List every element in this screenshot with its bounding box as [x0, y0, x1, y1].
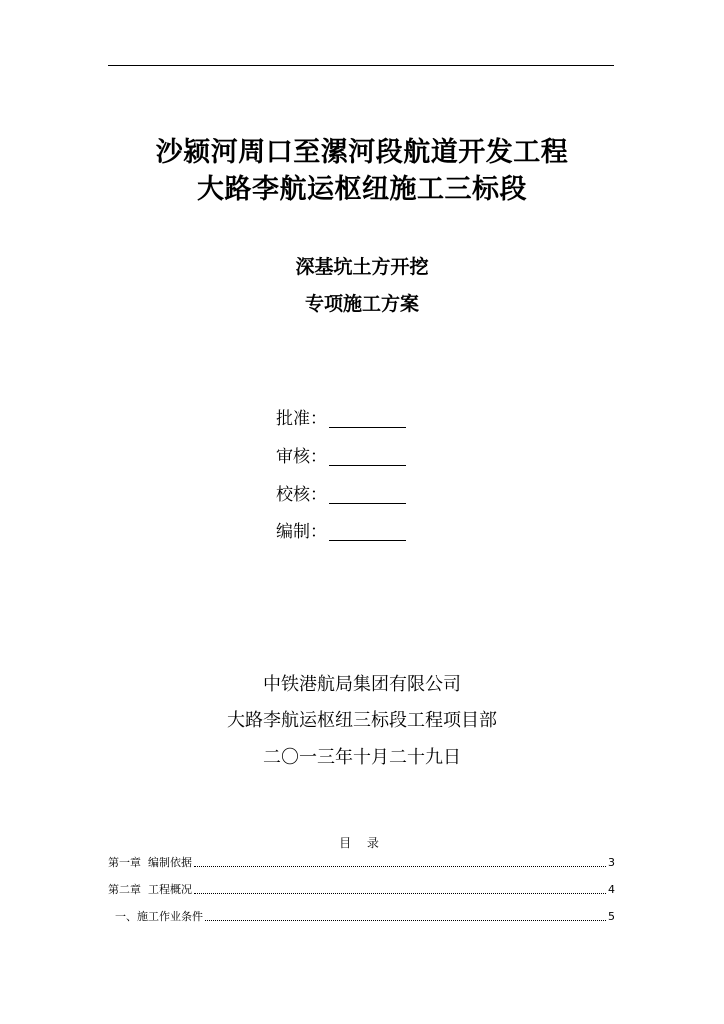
- approval-signature-row: [276, 405, 406, 431]
- review-signature-row: [276, 443, 406, 469]
- toc-leader-dots: [205, 920, 606, 921]
- check-signature-row: [276, 481, 406, 507]
- document-subtitle-line-1: 深基坑土方开挖: [295, 256, 429, 278]
- toc-page-number: 3: [608, 856, 615, 869]
- approval-signature-line: [329, 407, 406, 428]
- review-signature-line: [329, 445, 406, 466]
- toc-entry-text: 第二章 工程概况: [108, 883, 192, 896]
- toc-page-number: 4: [608, 883, 615, 896]
- project-department: 大路李航运枢纽三标段工程项目部: [227, 710, 497, 731]
- toc-leader-dots: [194, 866, 606, 867]
- approval-label: 批准：: [276, 409, 327, 429]
- toc-entry-section-1[interactable]: [108, 907, 615, 925]
- toc-leader-dots: [194, 893, 606, 894]
- check-label: 校核：: [276, 485, 327, 505]
- company-name: 中铁港航局集团有限公司: [263, 674, 461, 695]
- check-signature-line: [329, 483, 406, 504]
- toc-heading: 目 录: [339, 836, 385, 850]
- toc-entry-chapter-1[interactable]: [108, 853, 615, 871]
- author-signature-row: [276, 518, 406, 544]
- document-date: 二〇一三年十月二十九日: [263, 747, 461, 768]
- project-title-line-2: 大路李航运枢纽施工三标段: [197, 174, 527, 205]
- project-title-line-1: 沙颍河周口至漯河段航道开发工程: [155, 137, 569, 168]
- document-subtitle-line-2: 专项施工方案: [304, 293, 419, 315]
- toc-page-number: 5: [608, 910, 615, 923]
- toc-entry-text: 第一章 编制依据: [108, 856, 192, 869]
- toc-entry-chapter-2[interactable]: [108, 880, 615, 898]
- author-signature-line: [329, 520, 406, 541]
- header-rule: [108, 65, 614, 66]
- author-label: 编制：: [276, 522, 327, 542]
- toc-entry-text: 一、施工作业条件: [108, 910, 203, 923]
- review-label: 审核：: [276, 447, 327, 467]
